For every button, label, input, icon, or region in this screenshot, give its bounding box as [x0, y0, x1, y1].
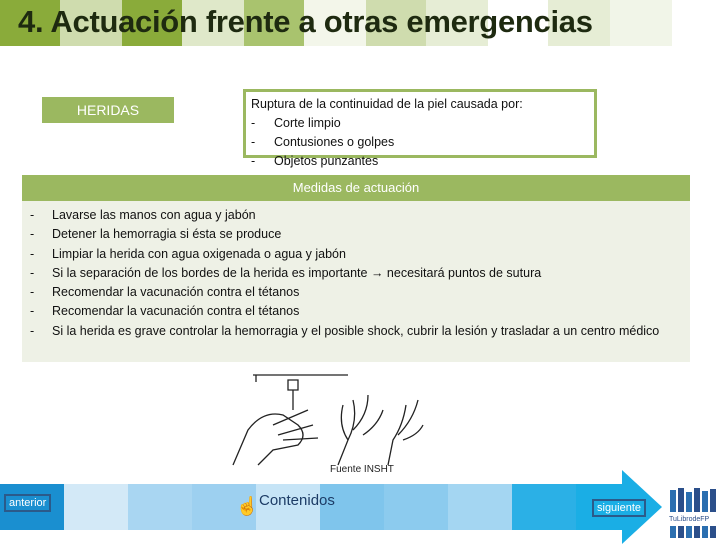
list-item: - Si la separación de los bordes de la herida es importante → necesitará puntos de sutura [30, 265, 542, 280]
list-item: - Recomendar la vacunación contra el tétanos [30, 285, 300, 300]
svg-text:TuLibrodeFP: TuLibrodeFP [669, 516, 710, 523]
image-caption: Fuente INSHT [330, 464, 394, 475]
handwashing-illustration [228, 370, 428, 470]
measures-heading: Medidas de actuación [22, 175, 690, 201]
list-item: - Lavarse las manos con agua y jabón [30, 208, 256, 222]
tulibrodefp-logo [668, 488, 718, 538]
definition-box [243, 89, 597, 168]
topic-label: HERIDAS [42, 97, 174, 123]
next-button[interactable]: siguiente [592, 499, 646, 517]
list-item: - Corte limpio [251, 116, 341, 130]
list-item: - Contusiones o golpes [251, 135, 395, 149]
list-item: - Objetos punzantes [251, 154, 379, 168]
list-item: - Si la herida es grave controlar la hemorragia y el posible shock, cubrir la lesión y trasladar a un centro médico [30, 323, 660, 338]
hand-pointer-icon: ☝ [236, 496, 259, 516]
definition-heading: Ruptura de la continuidad de la piel causada por: [251, 97, 523, 111]
list-item: - Recomendar la vacunación contra el tétanos [30, 304, 300, 319]
list-item: - Limpiar la herida con agua oxigenada o agua y jabón [30, 246, 346, 261]
contents-link[interactable]: Contenidos [259, 492, 335, 509]
prev-button[interactable]: anterior [4, 494, 51, 512]
measures-list [22, 201, 690, 362]
list-item: - Detener la hemorragia si ésta se produce [30, 227, 282, 242]
page-title: 4. Actuación frente a otras emergencias [18, 4, 593, 39]
